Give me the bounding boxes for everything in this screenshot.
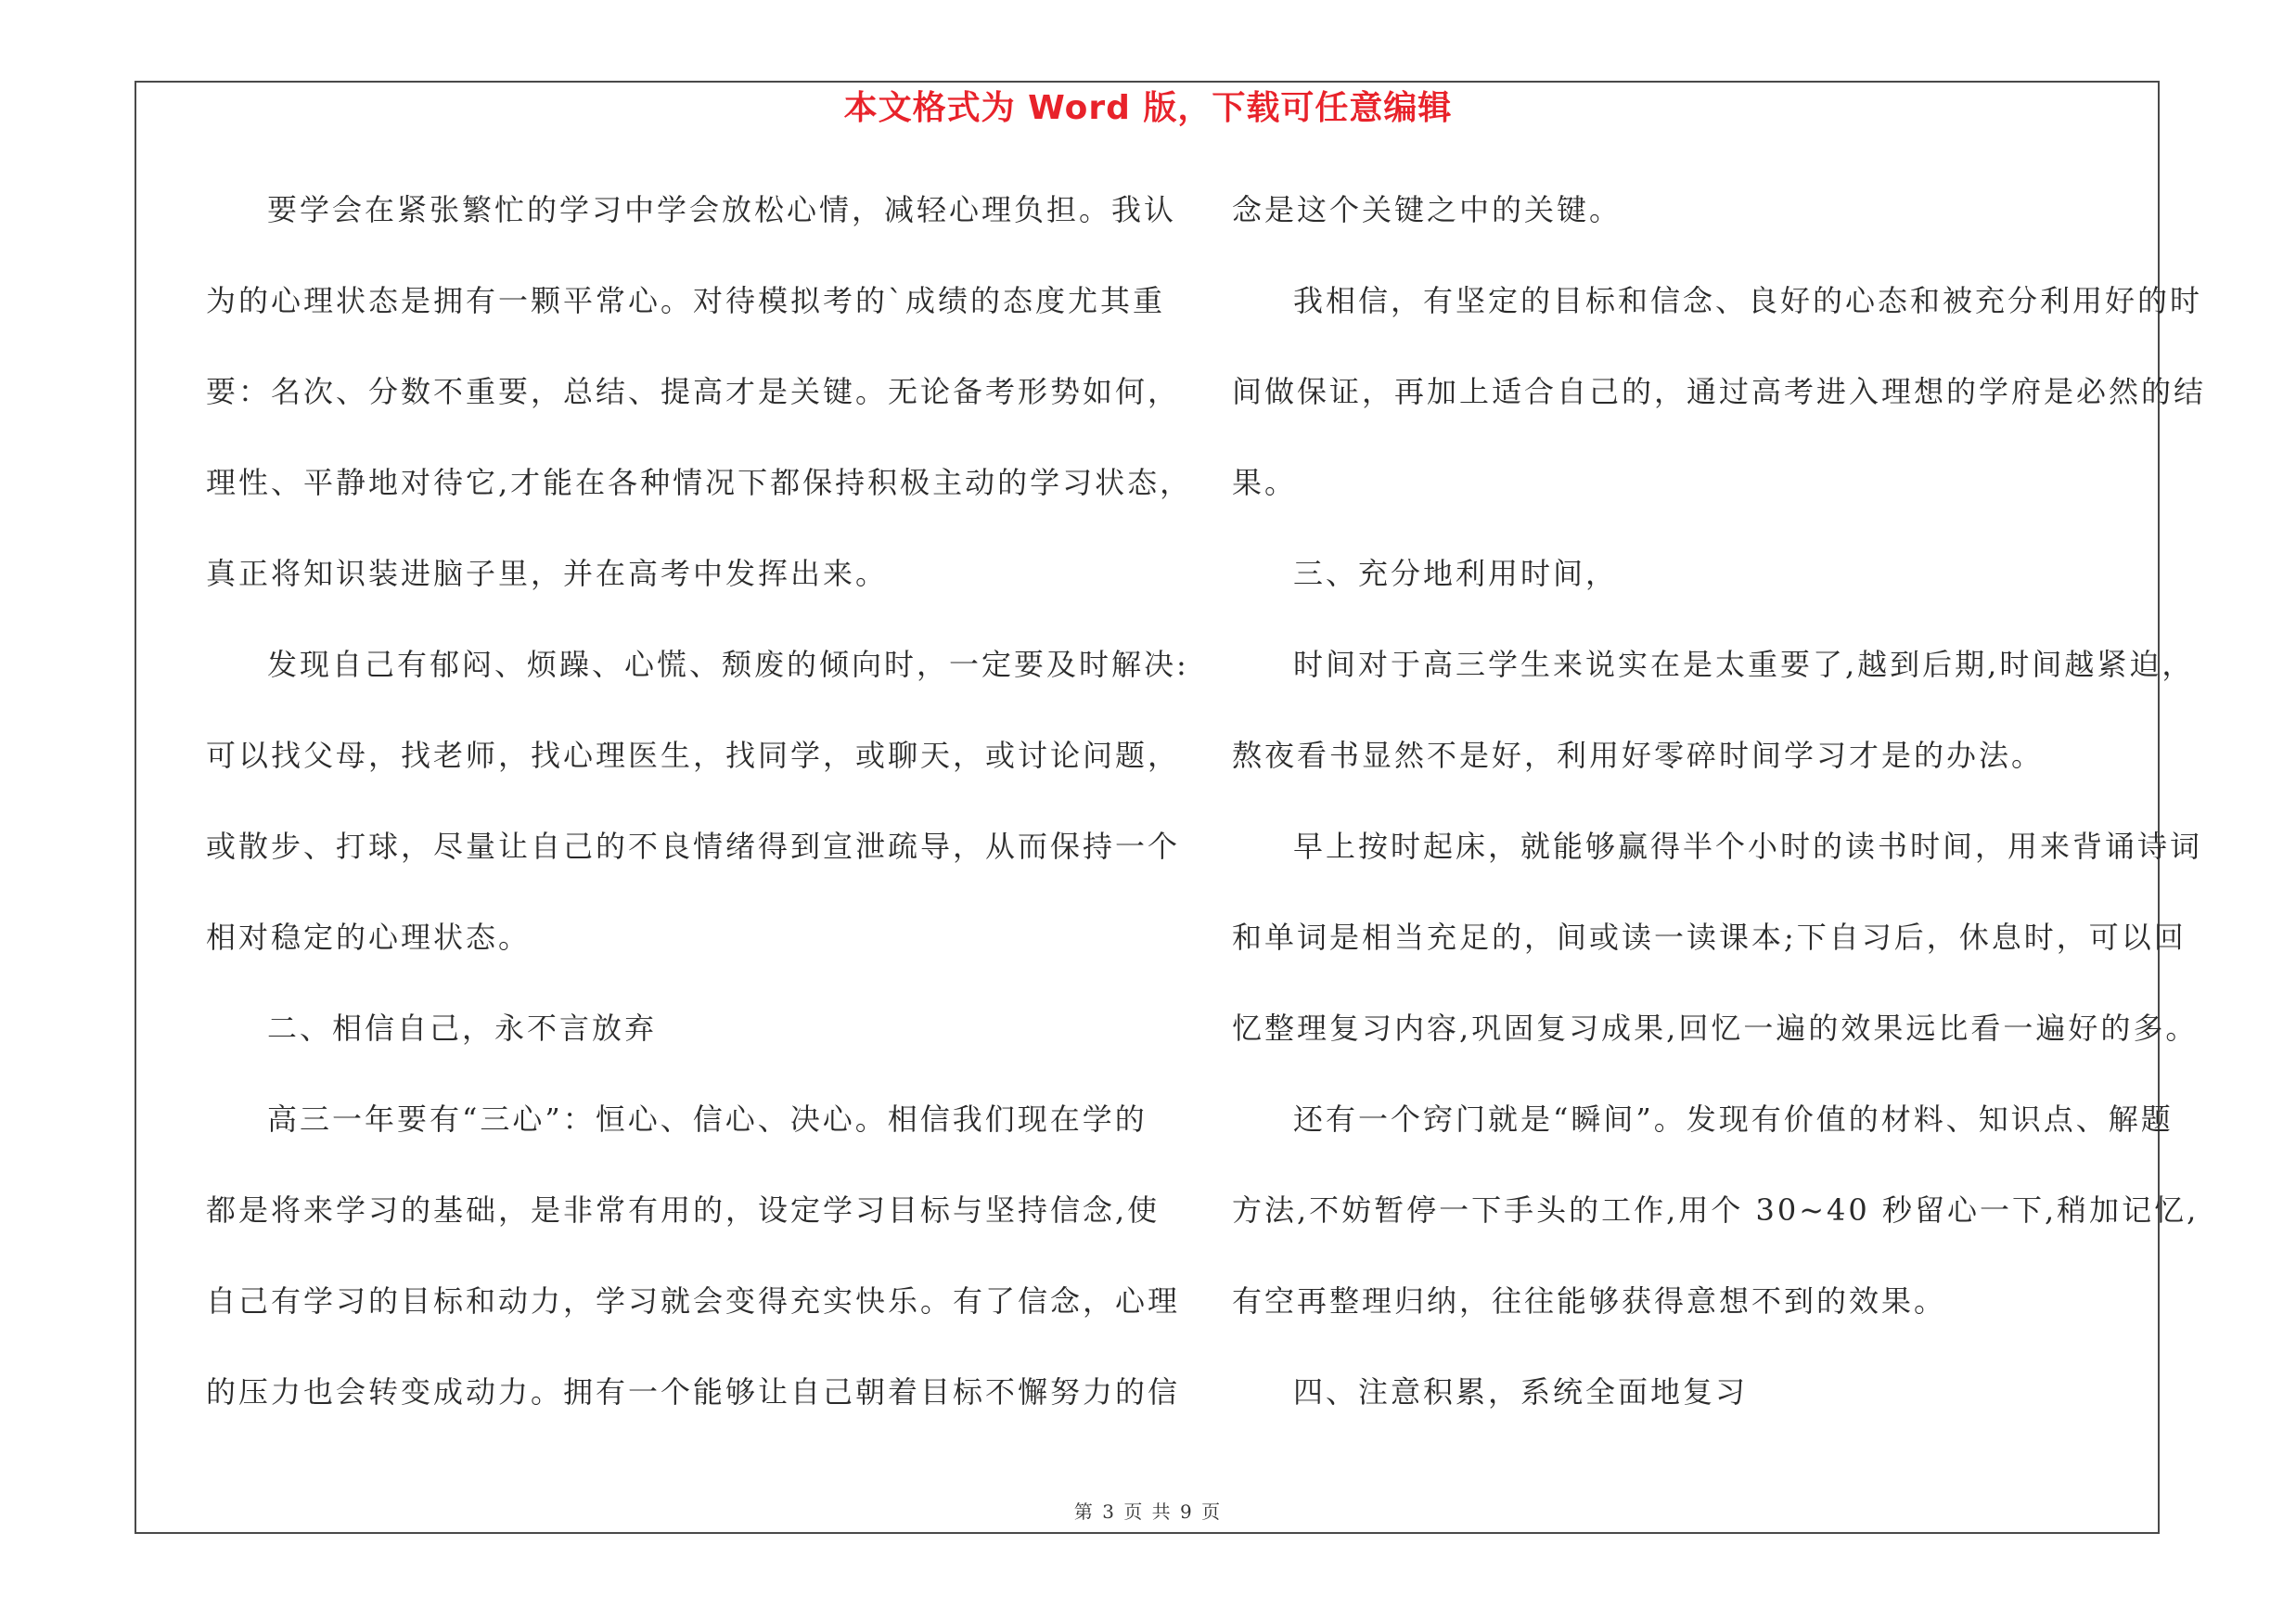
text-line: 要：名次、分数不重要，总结、提高才是关键。无论备考形势如何， <box>206 374 1181 409</box>
text-line: 方法,不妨暂停一下手头的工作,用个 30~40 秒留心一下,稍加记忆, <box>1232 1192 2200 1228</box>
text-line: 念是这个关键之中的关键。 <box>1232 192 1623 227</box>
text-line: 还有一个窍门就是“瞬间”。发现有价值的材料、知识点、解题 <box>1293 1101 2174 1137</box>
left-text-column <box>206 186 1193 1459</box>
text-line: 为的心理状态是拥有一颗平常心。对待模拟考的`成绩的态度尤其重 <box>206 283 1166 318</box>
text-line: 早上按时起床，就能够赢得半个小时的读书时间，用来背诵诗词 <box>1293 829 2203 864</box>
text-line: 理性、平静地对待它,才能在各种情况下都保持积极主动的学习状态， <box>206 465 1193 500</box>
text-line: 真正将知识装进脑子里，并在高考中发挥出来。 <box>206 556 889 591</box>
text-line: 高三一年要有“三心”：恒心、信心、决心。相信我们现在学的 <box>267 1101 1148 1137</box>
text-line: 要学会在紧张繁忙的学习中学会放松心情，减轻心理负担。我认 <box>267 192 1177 227</box>
text-line: 果。 <box>1232 465 1298 500</box>
text-line: 忆整理复习内容,巩固复习成果,回忆一遍的效果远比看一遍好的多。 <box>1232 1011 2199 1046</box>
text-line: 发现自己有郁闷、烦躁、心慌、颓废的倾向时，一定要及时解决: <box>267 647 1189 682</box>
text-line: 四、注意积累，系统全面地复习 <box>1293 1374 1749 1410</box>
text-line: 间做保证，再加上适合自己的，通过高考进入理想的学府是必然的结 <box>1232 374 2207 409</box>
text-line: 二、相信自己，永不言放弃 <box>267 1011 658 1046</box>
text-line: 和单词是相当充足的，间或读一读课本;下自习后，休息时，可以回 <box>1232 920 2187 955</box>
text-line: 我相信，有坚定的目标和信念、良好的心态和被充分利用好的时 <box>1293 283 2203 318</box>
text-line: 的压力也会转变成动力。拥有一个能够让自己朝着目标不懈努力的信 <box>206 1374 1181 1410</box>
right-text-column <box>1232 186 2207 1459</box>
text-line: 时间对于高三学生来说实在是太重要了,越到后期,时间越紧迫， <box>1293 647 2195 682</box>
page-number-footer: 第 3 页 共 9 页 <box>1073 1501 1223 1523</box>
text-line: 都是将来学习的基础，是非常有用的，设定学习目标与坚持信念,使 <box>206 1192 1161 1228</box>
text-line: 熬夜看书显然不是好，利用好零碎时间学习才是的办法。 <box>1232 738 2045 773</box>
text-line: 或散步、打球，尽量让自己的不良情绪得到宣泄疏导，从而保持一个 <box>206 829 1181 864</box>
text-line: 相对稳定的心理状态。 <box>206 920 532 955</box>
text-line: 自己有学习的目标和动力，学习就会变得充实快乐。有了信念，心理 <box>206 1283 1181 1319</box>
text-line: 有空再整理归纳，往往能够获得意想不到的效果。 <box>1232 1283 1947 1319</box>
text-line: 可以找父母，找老师，找心理医生，找同学，或聊天，或讨论问题， <box>206 738 1181 773</box>
word-format-banner: 本文格式为 Word 版，下载可任意编辑 <box>843 89 1453 127</box>
text-line: 三、充分地利用时间， <box>1293 556 1619 591</box>
